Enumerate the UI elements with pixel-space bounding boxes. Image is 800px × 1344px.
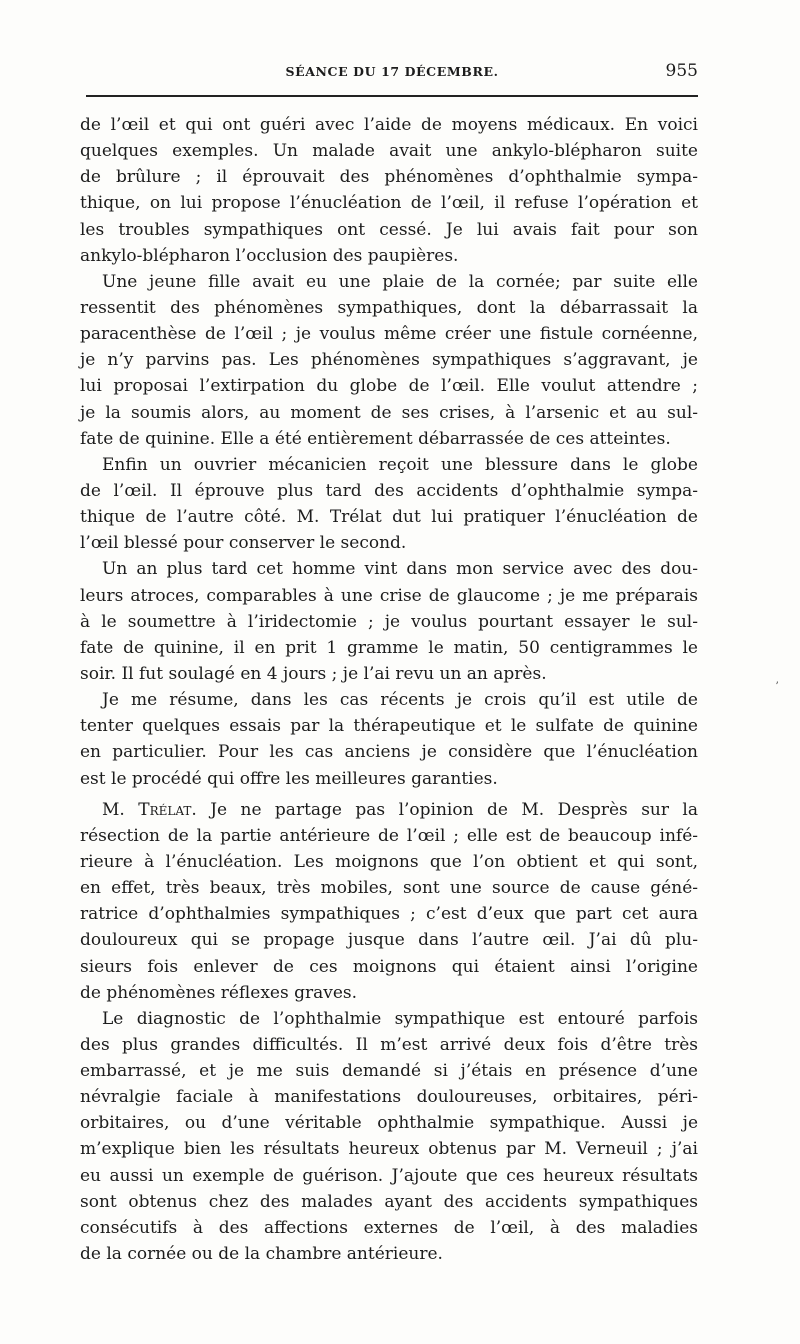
running-title: SÉANCE DU 17 DÉCEMBRE. [285,64,499,79]
speaker-text: Je ne partage pas l’opinion de M. Desprès sur la [196,799,699,820]
text-line: les troubles sympathiques ont cessé. Je lui avais fait pour son [80,219,698,240]
text-line: thique de l’autre côté. M. Trélat dut lui pratiquer l’énucléation de [80,507,698,528]
text-line: de l’œil et qui ont guéri avec l’aide de moyens médicaux. En voici [80,115,698,135]
text-line: ratrice d’ophthalmies sympathiques ; c’est d’eux que part cet aura [80,904,698,925]
speaker-name: M. Trélat. [102,799,197,820]
header-rule [86,95,698,97]
text-line: thique, on lui propose l’énucléation de l’œil, il refuse l’opération et [80,193,698,214]
margin-speck: ʼ [775,680,779,693]
running-head [86,60,698,86]
text-line: embarrassé, et je me suis demandé si j’étais en présence d’une [80,1061,698,1082]
text-line: Enfin un ouvrier mécanicien reçoit une blessure dans le globe [102,454,698,475]
text-line: de brûlure ; il éprouvait des phénomènes d’ophthalmie sympa- [80,167,698,188]
text-line: des plus grandes difficultés. Il m’est arrivé deux fois d’être très [80,1034,698,1055]
text-line: sont obtenus chez des malades ayant des accidents sympathiques [80,1191,698,1212]
text-line: sieurs fois enlever de ces moignons qui étaient ainsi l’origine [80,956,698,977]
page-number: 955 [665,61,698,81]
text-line [80,797,698,823]
text-line: ressentit des phénomènes sympathiques, dont la débarrassait la [80,297,698,318]
text-line: tenter quelques essais par la thérapeutique et le sulfate de quinine [80,716,698,737]
text-line: paracenthèse de l’œil ; je voulus même créer une fistule cornéenne, [80,324,698,345]
text-line: névralgie faciale à manifestations douloureuses, orbitaires, péri- [80,1087,698,1108]
text-line: résection de la partie antérieure de l’œil ; elle est de beaucoup infé- [80,825,698,846]
text-line: de phénomènes réflexes graves. [80,982,358,1003]
text-line: Une jeune fille avait eu une plaie de la cornée; par suite elle [102,271,698,292]
text-line: en particulier. Pour les cas anciens je considère que l’énucléation [80,742,698,763]
text-line: m’explique bien les résultats heureux obtenus par M. Verneuil ; j’ai [80,1139,698,1160]
text-line: je la soumis alors, au moment de ses crises, à l’arsenic et au sul- [80,402,698,423]
text-line: Le diagnostic de l’ophthalmie sympathique est entouré parfois [102,1008,698,1029]
text-line: rieure à l’énucléation. Les moignons que l’on obtient et qui sont, [80,851,698,872]
text-line: Je me résume, dans les cas récents je crois qu’il est utile de [102,690,698,711]
text-line: ankylo-blépharon l’occlusion des paupières. [80,245,459,266]
text-line: fate de quinine, il en prit 1 gramme le matin, 50 centigrammes le [80,637,698,658]
text-line: en effet, très beaux, très mobiles, sont une source de cause géné- [80,878,698,899]
text-line: l’œil blessé pour conserver le second. [80,533,407,554]
text-line: je n’y parvins pas. Les phénomènes sympathiques s’aggravant, je [80,350,698,371]
text-line: quelques exemples. Un malade avait une ankylo-blépharon suite [80,141,698,162]
text-line: est le procédé qui offre les meilleures garanties. [80,768,498,789]
text-line: fate de quinine. Elle a été entièrement débarrassée de ces atteintes. [80,428,671,449]
text-line: de la cornée ou de la chambre antérieure. [80,1244,443,1265]
text-line: leurs atroces, comparables à une crise de glaucome ; je me préparais [80,585,698,606]
text-line: soir. Il fut soulagé en 4 jours ; je l’ai revu un an après. [80,663,547,684]
text-line: eu aussi un exemple de guérison. J’ajoute que ces heureux résultats [80,1165,698,1186]
text-line: de l’œil. Il éprouve plus tard des accidents d’ophthalmie sympa- [80,480,698,501]
text-line: Un an plus tard cet homme vint dans mon service avec des dou- [102,559,698,580]
text-line: douloureux qui se propage jusque dans l’autre œil. J’ai dû plu- [80,930,698,951]
text-line: à le soumettre à l’iridectomie ; je voulus pourtant essayer le sul- [80,611,698,632]
text-line: lui proposai l’extirpation du globe de l’œil. Elle voulut attendre ; [80,376,698,397]
text-line: consécutifs à des affections externes de l’œil, à des maladies [80,1217,698,1238]
text-line: orbitaires, ou d’une véritable ophthalmie sympathique. Aussi je [80,1113,698,1134]
body-text [80,112,698,1267]
